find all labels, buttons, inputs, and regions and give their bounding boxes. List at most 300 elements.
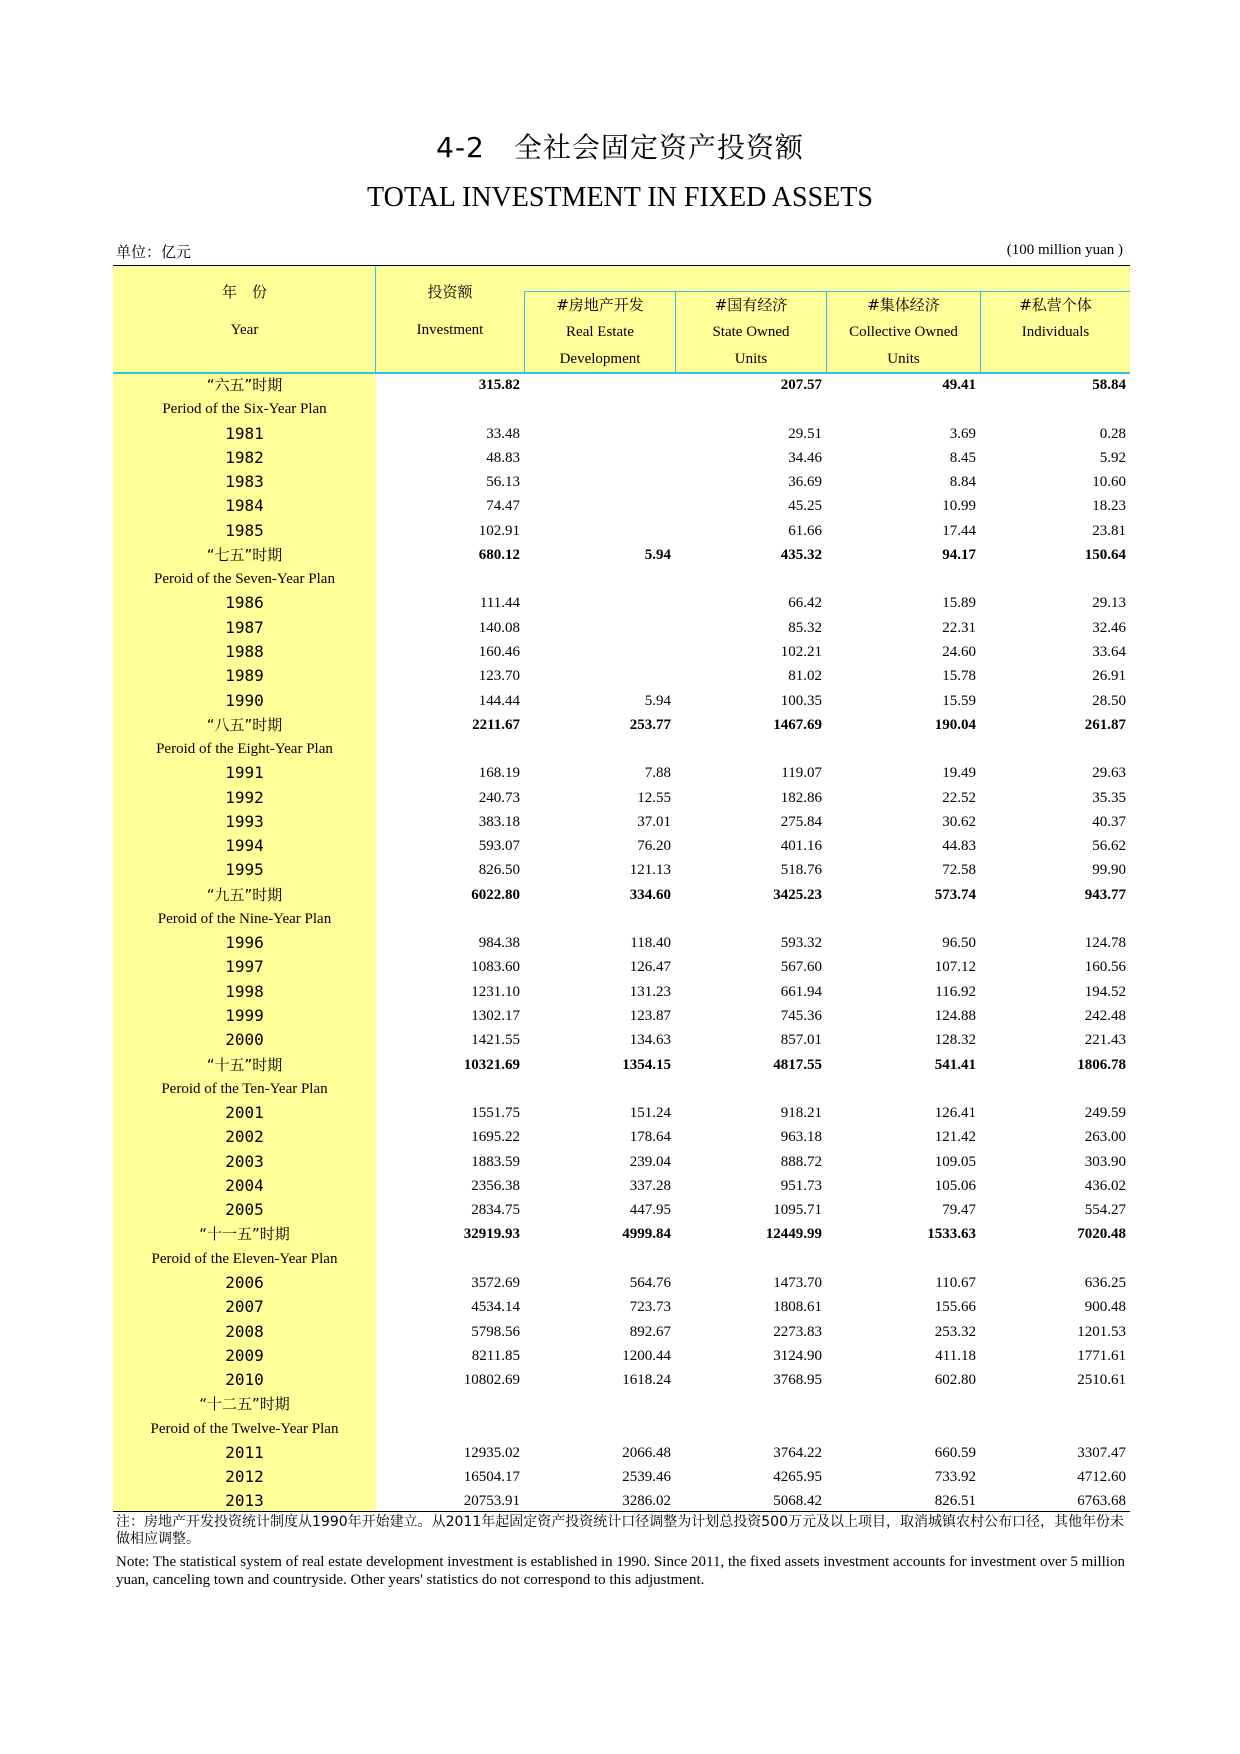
cell-individuals: 29.13 — [1092, 595, 1126, 612]
cell-investment: 168.19 — [478, 765, 520, 782]
cell-collective: 105.06 — [934, 1177, 976, 1194]
cell-investment: 1883.59 — [471, 1153, 520, 1170]
row-label: 2009 — [225, 1345, 264, 1365]
cell-state-owned: 593.32 — [780, 935, 822, 952]
cell-state-owned: 567.60 — [780, 959, 822, 976]
row-label: Peroid of the Twelve-Year Plan — [150, 1420, 339, 1437]
table-row — [0, 810, 1240, 834]
header-year-en: Year — [230, 322, 259, 338]
cell-real-estate: 178.64 — [629, 1129, 671, 1146]
row-label: “十五”时期 — [206, 1055, 283, 1074]
cell-real-estate: 2066.48 — [622, 1444, 671, 1461]
cell-investment: 4534.14 — [471, 1299, 520, 1316]
cell-state-owned: 29.51 — [788, 425, 822, 442]
cell-collective: 8.84 — [949, 474, 976, 491]
cell-individuals: 194.52 — [1084, 983, 1126, 1000]
cell-individuals: 1201.53 — [1077, 1323, 1126, 1340]
cell-investment: 5798.56 — [471, 1323, 520, 1340]
cell-state-owned: 963.18 — [780, 1129, 822, 1146]
cell-individuals: 29.63 — [1092, 765, 1126, 782]
cell-real-estate: 2539.46 — [622, 1469, 671, 1486]
table-row — [0, 519, 1240, 543]
cell-collective: 44.83 — [942, 838, 976, 855]
row-label: Peroid of the Nine-Year Plan — [157, 910, 332, 927]
cell-collective: 15.59 — [942, 692, 976, 709]
header-investment — [376, 279, 524, 344]
cell-investment: 10802.69 — [463, 1372, 520, 1389]
header-real-estate-cn: #房地产开发 — [556, 296, 644, 314]
cell-state-owned: 3764.22 — [773, 1444, 822, 1461]
cell-investment: 240.73 — [478, 789, 520, 806]
row-label: “六五”时期 — [206, 376, 283, 394]
period-subtitle-row — [0, 907, 1240, 931]
cell-individuals: 249.59 — [1084, 1105, 1126, 1122]
page-title-chinese: 4-2 全社会固定资产投资额 — [436, 131, 804, 164]
period-row — [0, 883, 1240, 907]
table-row — [0, 1028, 1240, 1052]
cell-state-owned: 1808.61 — [773, 1299, 822, 1316]
cell-individuals: 58.84 — [1092, 377, 1126, 393]
row-label: 1983 — [225, 472, 264, 492]
cell-real-estate: 151.24 — [629, 1105, 671, 1122]
cell-individuals: 5.92 — [1099, 449, 1126, 466]
cell-investment: 680.12 — [478, 546, 520, 563]
cell-investment: 33.48 — [486, 425, 520, 442]
header-real-estate — [525, 292, 675, 373]
row-label: 2003 — [225, 1151, 264, 1171]
row-label: Period of the Six-Year Plan — [162, 401, 327, 418]
period-subtitle-row — [0, 1247, 1240, 1271]
period-row — [0, 1392, 1240, 1416]
cell-state-owned: 518.76 — [780, 862, 822, 879]
header-collective-cn: #集体经济 — [867, 296, 940, 314]
cell-individuals: 26.91 — [1092, 668, 1126, 685]
table-row — [0, 1489, 1240, 1513]
cell-collective: 253.32 — [934, 1323, 976, 1340]
cell-investment: 1551.75 — [471, 1105, 520, 1122]
cell-collective: 96.50 — [942, 935, 976, 952]
header-state-owned-cn: #国有经济 — [714, 296, 788, 314]
table-row — [0, 1344, 1240, 1368]
cell-investment: 593.07 — [478, 838, 520, 855]
cell-investment: 1231.10 — [471, 983, 520, 1000]
cell-state-owned: 3124.90 — [773, 1347, 822, 1364]
cell-collective: 79.47 — [942, 1202, 976, 1219]
cell-individuals: 40.37 — [1092, 813, 1126, 830]
cell-state-owned: 888.72 — [780, 1153, 822, 1170]
cell-collective: 110.67 — [935, 1274, 976, 1291]
cell-state-owned: 1467.69 — [773, 716, 822, 733]
cell-individuals: 160.56 — [1084, 959, 1126, 976]
header-real-estate-en2: Development — [559, 351, 641, 367]
cell-investment: 140.08 — [478, 619, 520, 636]
cell-individuals: 56.62 — [1092, 838, 1126, 855]
cell-collective: 3.69 — [949, 425, 976, 442]
unit-label-english: (100 million yuan ) — [1006, 242, 1123, 258]
header-state-owned-en1: State Owned — [712, 324, 790, 340]
cell-real-estate: 12.55 — [637, 789, 671, 806]
row-label: “八五”时期 — [206, 715, 283, 734]
row-label: 1997 — [225, 957, 264, 977]
cell-individuals: 554.27 — [1084, 1202, 1126, 1219]
cell-investment: 10321.69 — [463, 1056, 520, 1073]
cell-real-estate: 337.28 — [629, 1177, 671, 1194]
table-row — [0, 616, 1240, 640]
cell-individuals: 32.46 — [1092, 619, 1126, 636]
cell-investment: 2211.67 — [472, 716, 520, 733]
cell-investment: 8211.85 — [471, 1347, 520, 1364]
row-label: 2001 — [225, 1103, 264, 1123]
row-label: 2012 — [225, 1467, 264, 1487]
table-row — [0, 640, 1240, 664]
row-label: 1991 — [225, 763, 264, 783]
cell-individuals: 636.25 — [1084, 1274, 1126, 1291]
cell-state-owned: 3768.95 — [773, 1372, 822, 1389]
table-row — [0, 1368, 1240, 1392]
row-label: “九五”时期 — [206, 885, 283, 904]
cell-state-owned: 81.02 — [788, 668, 822, 685]
cell-individuals: 7020.48 — [1077, 1226, 1126, 1243]
cell-real-estate: 121.13 — [629, 862, 671, 879]
row-label: 2007 — [225, 1297, 264, 1317]
cell-investment: 48.83 — [486, 449, 520, 466]
cell-individuals: 943.77 — [1084, 886, 1126, 903]
cell-state-owned: 207.57 — [780, 377, 822, 393]
cell-individuals: 99.90 — [1092, 862, 1126, 879]
cell-collective: 602.80 — [934, 1372, 976, 1389]
cell-state-owned: 85.32 — [788, 619, 822, 636]
cell-investment: 16504.17 — [463, 1469, 520, 1486]
cell-collective: 124.88 — [934, 1008, 976, 1025]
row-label: 2008 — [225, 1321, 264, 1341]
cell-real-estate: 134.63 — [629, 1032, 671, 1049]
cell-collective: 411.18 — [935, 1347, 976, 1364]
footnote-english: Note: The statistical system of real estate development investment is established in 1990. Since 2011, the fixed assets investment accounts for investment over 5 million yuan, canceling town and countryside. Other years' statistics do not correspond to this adjustment. — [116, 1554, 1125, 1588]
cell-real-estate: 4999.84 — [622, 1226, 671, 1243]
cell-individuals: 28.50 — [1092, 692, 1126, 709]
table-row — [0, 1101, 1240, 1125]
cell-state-owned: 401.16 — [780, 838, 822, 855]
row-label: 1985 — [225, 520, 264, 540]
cell-collective: 541.41 — [934, 1056, 976, 1073]
table-row — [0, 422, 1240, 446]
row-label: 1993 — [225, 811, 264, 831]
period-row — [0, 543, 1240, 567]
table-row — [0, 980, 1240, 1004]
cell-collective: 10.99 — [942, 498, 976, 515]
cell-individuals: 35.35 — [1092, 789, 1126, 806]
table-row — [0, 1465, 1240, 1489]
cell-investment: 56.13 — [486, 474, 520, 491]
period-row — [0, 1053, 1240, 1077]
row-label: 1998 — [225, 981, 264, 1001]
cell-real-estate: 131.23 — [629, 983, 671, 1000]
cell-collective: 128.32 — [934, 1032, 976, 1049]
cell-collective: 8.45 — [949, 449, 976, 466]
cell-individuals: 10.60 — [1092, 474, 1126, 491]
table-row — [0, 1271, 1240, 1295]
header-year-cn: 年 份 — [221, 283, 267, 301]
header-real-estate-en1: Real Estate — [566, 324, 634, 340]
cell-investment: 32919.93 — [463, 1226, 520, 1243]
cell-real-estate: 447.95 — [629, 1202, 671, 1219]
cell-state-owned: 34.46 — [788, 449, 822, 466]
cell-real-estate: 892.67 — [629, 1323, 671, 1340]
table-row — [0, 1004, 1240, 1028]
cell-investment: 2834.75 — [471, 1202, 520, 1219]
cell-investment: 2356.38 — [471, 1177, 520, 1194]
cell-investment: 984.38 — [478, 935, 520, 952]
cell-real-estate: 253.77 — [629, 716, 671, 733]
cell-individuals: 23.81 — [1092, 522, 1126, 539]
row-label: “七五”时期 — [206, 545, 283, 564]
table-row — [0, 761, 1240, 785]
cell-real-estate: 123.87 — [629, 1008, 671, 1025]
header-collective — [827, 292, 980, 373]
cell-state-owned: 1473.70 — [773, 1274, 822, 1291]
row-label: 1986 — [225, 593, 264, 613]
cell-state-owned: 61.66 — [788, 522, 822, 539]
row-label: 2000 — [225, 1030, 264, 1050]
period-row — [0, 373, 1240, 397]
cell-individuals: 1771.61 — [1077, 1347, 1126, 1364]
cell-individuals: 3307.47 — [1077, 1444, 1126, 1461]
cell-investment: 111.44 — [479, 595, 520, 612]
cell-state-owned: 435.32 — [780, 546, 822, 563]
cell-collective: 109.05 — [934, 1153, 976, 1170]
cell-real-estate: 334.60 — [629, 886, 671, 903]
cell-individuals: 2510.61 — [1077, 1372, 1126, 1389]
cell-state-owned: 12449.99 — [765, 1226, 822, 1243]
cell-individuals: 0.28 — [1099, 425, 1126, 442]
header-investment-en: Investment — [416, 322, 484, 338]
cell-investment: 102.91 — [478, 522, 520, 539]
cell-collective: 22.52 — [942, 789, 976, 806]
row-label: 1982 — [225, 447, 264, 467]
cell-collective: 94.17 — [942, 546, 976, 563]
row-label: 2006 — [225, 1272, 264, 1292]
table-row — [0, 1441, 1240, 1465]
header-individuals — [981, 292, 1130, 346]
table-row — [0, 689, 1240, 713]
cell-individuals: 261.87 — [1084, 716, 1126, 733]
table-row — [0, 470, 1240, 494]
row-label: 1981 — [225, 423, 264, 443]
table-row — [0, 858, 1240, 882]
period-subtitle-row — [0, 397, 1240, 421]
cell-individuals: 263.00 — [1084, 1129, 1126, 1146]
cell-real-estate: 126.47 — [629, 959, 671, 976]
header-state-owned-en2: Units — [734, 351, 768, 367]
cell-individuals: 33.64 — [1092, 643, 1126, 660]
cell-real-estate: 5.94 — [644, 546, 671, 563]
cell-real-estate: 118.40 — [630, 935, 671, 952]
header-collective-en1: Collective Owned — [849, 324, 958, 340]
table-row — [0, 446, 1240, 470]
row-label: 1988 — [225, 641, 264, 661]
cell-state-owned: 66.42 — [788, 595, 822, 612]
row-label: 1987 — [225, 617, 264, 637]
cell-real-estate: 1354.15 — [622, 1056, 671, 1073]
table-row — [0, 494, 1240, 518]
row-label: Peroid of the Eleven-Year Plan — [151, 1250, 338, 1267]
cell-real-estate: 1200.44 — [622, 1347, 671, 1364]
table-row — [0, 955, 1240, 979]
cell-collective: 49.41 — [942, 377, 976, 393]
cell-collective: 660.59 — [934, 1444, 976, 1461]
row-label: Peroid of the Ten-Year Plan — [161, 1080, 328, 1097]
cell-investment: 3572.69 — [471, 1274, 520, 1291]
table-row — [0, 1198, 1240, 1222]
cell-investment: 1083.60 — [471, 959, 520, 976]
table-row — [0, 1320, 1240, 1344]
cell-real-estate: 564.76 — [629, 1274, 671, 1291]
cell-state-owned: 100.35 — [780, 692, 822, 709]
cell-state-owned: 857.01 — [780, 1032, 822, 1049]
cell-investment: 1302.17 — [471, 1008, 520, 1025]
cell-collective: 573.74 — [934, 886, 976, 903]
cell-state-owned: 661.94 — [780, 983, 822, 1000]
cell-collective: 121.42 — [934, 1129, 976, 1146]
cell-state-owned: 119.07 — [781, 765, 822, 782]
cell-investment: 1421.55 — [471, 1032, 520, 1049]
period-subtitle-row — [0, 567, 1240, 591]
cell-real-estate: 1618.24 — [622, 1372, 671, 1389]
period-subtitle-row — [0, 1417, 1240, 1441]
row-label: 2011 — [225, 1442, 264, 1462]
cell-investment: 74.47 — [486, 498, 520, 515]
cell-real-estate: 7.88 — [644, 765, 671, 782]
cell-state-owned: 951.73 — [780, 1177, 822, 1194]
row-label: 1995 — [225, 860, 264, 880]
cell-collective: 15.89 — [942, 595, 976, 612]
cell-individuals: 150.64 — [1084, 546, 1126, 563]
cell-investment: 315.82 — [478, 377, 520, 393]
cell-collective: 126.41 — [934, 1105, 976, 1122]
cell-individuals: 242.48 — [1084, 1008, 1126, 1025]
row-label: 2010 — [225, 1370, 264, 1390]
row-label: 1999 — [225, 1006, 264, 1026]
cell-collective: 17.44 — [942, 522, 976, 539]
cell-individuals: 221.43 — [1084, 1032, 1126, 1049]
cell-individuals: 436.02 — [1084, 1177, 1126, 1194]
header-state-owned — [676, 292, 826, 373]
header-collective-en2: Units — [887, 351, 920, 367]
cell-real-estate: 37.01 — [637, 813, 671, 830]
cell-investment: 123.70 — [478, 668, 520, 685]
period-row — [0, 713, 1240, 737]
cell-collective: 826.51 — [934, 1493, 976, 1510]
cell-investment: 6022.80 — [471, 886, 520, 903]
row-label: 1992 — [225, 787, 264, 807]
cell-investment: 1695.22 — [471, 1129, 520, 1146]
cell-individuals: 124.78 — [1084, 935, 1126, 952]
row-label: Peroid of the Eight-Year Plan — [156, 741, 333, 758]
cell-investment: 20753.91 — [463, 1493, 520, 1510]
period-row — [0, 1222, 1240, 1246]
row-label: “十一五”时期 — [199, 1225, 290, 1244]
cell-collective: 30.62 — [942, 813, 976, 830]
cell-individuals: 900.48 — [1084, 1299, 1126, 1316]
cell-real-estate: 3286.02 — [622, 1493, 671, 1510]
page-title-english: TOTAL INVESTMENT IN FIXED ASSETS — [367, 182, 873, 213]
cell-state-owned: 36.69 — [788, 474, 822, 491]
row-label: 1984 — [225, 496, 264, 516]
cell-individuals: 4712.60 — [1077, 1469, 1126, 1486]
cell-investment: 12935.02 — [463, 1444, 520, 1461]
cell-collective: 107.12 — [934, 959, 976, 976]
header-investment-cn: 投资额 — [427, 283, 473, 301]
cell-collective: 1533.63 — [927, 1226, 976, 1243]
cell-individuals: 303.90 — [1084, 1153, 1126, 1170]
table-row — [0, 664, 1240, 688]
cell-investment: 826.50 — [478, 862, 520, 879]
cell-state-owned: 182.86 — [780, 789, 822, 806]
cell-state-owned: 1095.71 — [773, 1202, 822, 1219]
table-row — [0, 834, 1240, 858]
header-individuals-cn: #私营个体 — [1019, 296, 1092, 314]
table-row — [0, 1125, 1240, 1149]
cell-state-owned: 3425.23 — [773, 886, 822, 903]
row-label: 1996 — [225, 933, 264, 953]
header-year — [113, 279, 376, 344]
cell-collective: 190.04 — [934, 716, 976, 733]
cell-state-owned: 4817.55 — [773, 1056, 822, 1073]
cell-state-owned: 102.21 — [780, 643, 822, 660]
row-label: “十二五”时期 — [199, 1395, 290, 1414]
table-row — [0, 786, 1240, 810]
unit-label-chinese: 单位：亿元 — [116, 243, 192, 261]
cell-investment: 383.18 — [478, 813, 520, 830]
cell-state-owned: 2273.83 — [773, 1323, 822, 1340]
cell-individuals: 18.23 — [1092, 498, 1126, 515]
cell-investment: 144.44 — [478, 692, 520, 709]
table-row — [0, 931, 1240, 955]
cell-state-owned: 275.84 — [780, 813, 822, 830]
cell-state-owned: 4265.95 — [773, 1469, 822, 1486]
table-row — [0, 1150, 1240, 1174]
cell-collective: 733.92 — [934, 1469, 976, 1486]
footnote-chinese: 注：房地产开发投资统计制度从1990年开始建立。从2011年起固定资产投资统计口径调整为计划总投资500万元及以上项目，取消城镇农村公布口径，其他年份未做相应调整。 — [116, 1514, 1124, 1547]
row-label: 2004 — [225, 1175, 264, 1195]
cell-collective: 72.58 — [942, 862, 976, 879]
cell-individuals: 6763.68 — [1077, 1493, 1126, 1510]
cell-real-estate: 239.04 — [629, 1153, 671, 1170]
cell-state-owned: 5068.42 — [773, 1493, 822, 1510]
table-bottom-rule — [113, 1511, 1130, 1512]
cell-real-estate: 76.20 — [637, 838, 671, 855]
cell-collective: 19.49 — [942, 765, 976, 782]
cell-collective: 24.60 — [942, 643, 976, 660]
row-label: 1994 — [225, 836, 264, 856]
table-row — [0, 591, 1240, 615]
cell-collective: 155.66 — [934, 1299, 976, 1316]
cell-state-owned: 45.25 — [788, 498, 822, 515]
cell-individuals: 1806.78 — [1077, 1056, 1126, 1073]
cell-real-estate: 5.94 — [644, 692, 671, 709]
cell-collective: 116.92 — [935, 983, 976, 1000]
table-row — [0, 1174, 1240, 1198]
cell-real-estate: 723.73 — [629, 1299, 671, 1316]
period-subtitle-row — [0, 1077, 1240, 1101]
table-row — [0, 1295, 1240, 1319]
row-label: 2002 — [225, 1127, 264, 1147]
row-label: 1989 — [225, 666, 264, 686]
cell-collective: 22.31 — [942, 619, 976, 636]
row-label: Peroid of the Seven-Year Plan — [154, 571, 335, 588]
cell-state-owned: 745.36 — [780, 1008, 822, 1025]
cell-collective: 15.78 — [942, 668, 976, 685]
